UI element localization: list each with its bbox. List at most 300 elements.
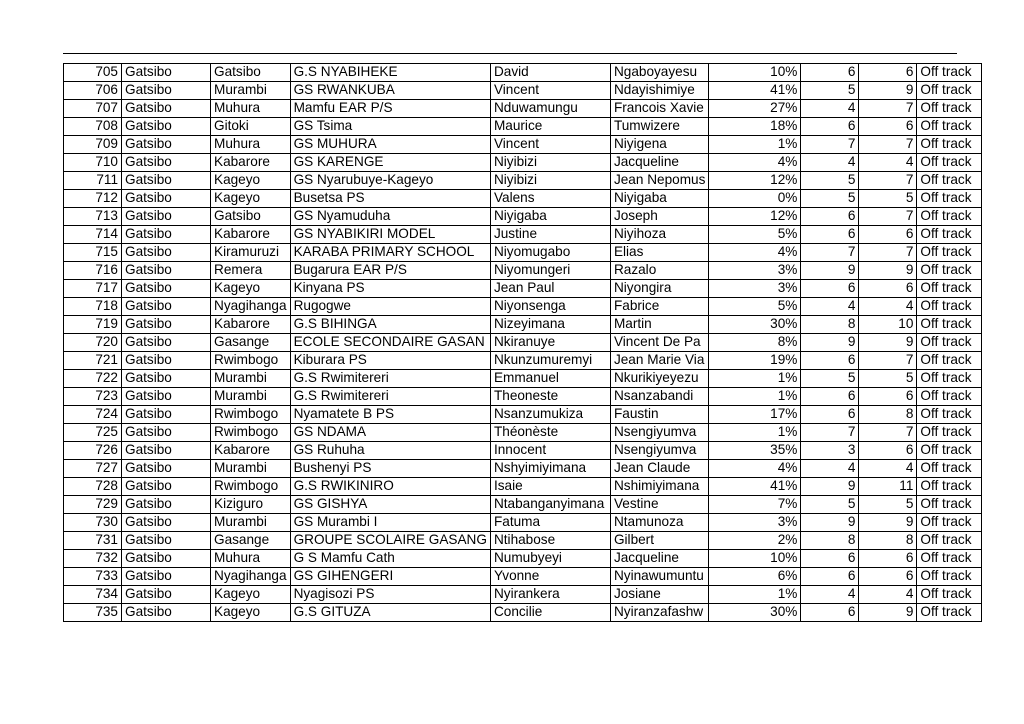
cell-school-name: KARABA PRIMARY SCHOOL (290, 244, 490, 262)
table-row (64, 118, 982, 136)
cell-percent: 5% (709, 298, 801, 316)
cell-school-name: G.S Rwimitereri (290, 388, 490, 406)
cell-status: Off track (917, 82, 982, 100)
cell-first-name: Numubyeyi (490, 550, 610, 568)
cell-value-2: 7 (859, 244, 917, 262)
table-row (64, 442, 982, 460)
cell-school-name: Kiburara PS (290, 352, 490, 370)
cell-value-2: 7 (859, 172, 917, 190)
table-row (64, 478, 982, 496)
table-body (64, 64, 982, 622)
cell-row-number: 730 (64, 514, 122, 532)
table-row (64, 550, 982, 568)
cell-percent: 1% (709, 370, 801, 388)
cut-off-previous-row-border (63, 53, 957, 54)
cell-district: Gatsibo (122, 496, 211, 514)
cell-first-name: Niyibizi (490, 154, 610, 172)
cell-value-1: 9 (801, 514, 859, 532)
cell-district: Gatsibo (122, 586, 211, 604)
cell-district: Gatsibo (122, 388, 211, 406)
cell-percent: 12% (709, 208, 801, 226)
cell-value-1: 6 (801, 604, 859, 622)
cell-district: Gatsibo (122, 100, 211, 118)
cell-status: Off track (917, 316, 982, 334)
cell-school-name: Rugogwe (290, 298, 490, 316)
cell-status: Off track (917, 586, 982, 604)
table-row (64, 172, 982, 190)
cell-value-1: 9 (801, 334, 859, 352)
cell-percent: 19% (709, 352, 801, 370)
cell-sector: Muhura (211, 136, 291, 154)
cell-sector: Murambi (211, 460, 291, 478)
cell-sector: Kageyo (211, 280, 291, 298)
cell-first-name: Jean Paul (490, 280, 610, 298)
cell-last-name: Nsengiyumva (610, 442, 708, 460)
cell-district: Gatsibo (122, 532, 211, 550)
cell-last-name: Jacqueline (610, 550, 708, 568)
cell-row-number: 707 (64, 100, 122, 118)
cell-percent: 1% (709, 424, 801, 442)
table-row (64, 460, 982, 478)
cell-percent: 12% (709, 172, 801, 190)
cell-district: Gatsibo (122, 154, 211, 172)
cell-row-number: 734 (64, 586, 122, 604)
cell-status: Off track (917, 190, 982, 208)
cell-value-1: 7 (801, 136, 859, 154)
cell-last-name: Gilbert (610, 532, 708, 550)
cell-sector: Rwimbogo (211, 406, 291, 424)
cell-value-2: 6 (859, 568, 917, 586)
cell-row-number: 732 (64, 550, 122, 568)
cell-value-2: 8 (859, 532, 917, 550)
cell-value-1: 4 (801, 154, 859, 172)
cell-sector: Murambi (211, 514, 291, 532)
cell-last-name: Francois Xavie (610, 100, 708, 118)
cell-last-name: Jean Claude (610, 460, 708, 478)
cell-last-name: Nshimiyimana (610, 478, 708, 496)
cell-last-name: Josiane (610, 586, 708, 604)
table-row (64, 496, 982, 514)
cell-last-name: Joseph (610, 208, 708, 226)
cell-status: Off track (917, 514, 982, 532)
cell-school-name: GS NYABIKIRI MODEL (290, 226, 490, 244)
cell-sector: Rwimbogo (211, 424, 291, 442)
cell-first-name: Ntihabose (490, 532, 610, 550)
cell-first-name: Justine (490, 226, 610, 244)
cell-last-name: Faustin (610, 406, 708, 424)
cell-value-1: 8 (801, 316, 859, 334)
cell-sector: Muhura (211, 100, 291, 118)
cell-sector: Kageyo (211, 604, 291, 622)
cell-status: Off track (917, 280, 982, 298)
cell-sector: Kageyo (211, 172, 291, 190)
cell-school-name: Busetsa PS (290, 190, 490, 208)
cell-value-1: 4 (801, 100, 859, 118)
cell-value-1: 6 (801, 568, 859, 586)
cell-value-2: 6 (859, 388, 917, 406)
cell-value-1: 6 (801, 64, 859, 82)
cell-value-1: 5 (801, 190, 859, 208)
cell-row-number: 725 (64, 424, 122, 442)
cell-school-name: GS KARENGE (290, 154, 490, 172)
cell-first-name: Nduwamungu (490, 100, 610, 118)
cell-value-1: 6 (801, 406, 859, 424)
cell-first-name: Emmanuel (490, 370, 610, 388)
cell-school-name: G S Mamfu Cath (290, 550, 490, 568)
cell-last-name: Niyigaba (610, 190, 708, 208)
table-row (64, 262, 982, 280)
cell-first-name: Concilie (490, 604, 610, 622)
cell-sector: Gatsibo (211, 208, 291, 226)
cell-percent: 41% (709, 478, 801, 496)
cell-value-1: 9 (801, 262, 859, 280)
table-row (64, 208, 982, 226)
cell-last-name: Niyigena (610, 136, 708, 154)
cell-value-1: 4 (801, 298, 859, 316)
cell-first-name: Ntabanganyimana (490, 496, 610, 514)
table-row (64, 604, 982, 622)
cell-row-number: 718 (64, 298, 122, 316)
cell-first-name: Nsanzumukiza (490, 406, 610, 424)
cell-percent: 10% (709, 550, 801, 568)
cell-sector: Muhura (211, 550, 291, 568)
cell-sector: Kabarore (211, 316, 291, 334)
cell-first-name: Yvonne (490, 568, 610, 586)
cell-district: Gatsibo (122, 442, 211, 460)
cell-row-number: 709 (64, 136, 122, 154)
cell-value-2: 4 (859, 298, 917, 316)
cell-status: Off track (917, 136, 982, 154)
cell-district: Gatsibo (122, 406, 211, 424)
cell-row-number: 723 (64, 388, 122, 406)
cell-value-2: 9 (859, 514, 917, 532)
table-row (64, 136, 982, 154)
cell-row-number: 729 (64, 496, 122, 514)
cell-value-1: 6 (801, 118, 859, 136)
cell-district: Gatsibo (122, 334, 211, 352)
cell-value-2: 5 (859, 190, 917, 208)
cell-value-2: 7 (859, 208, 917, 226)
cell-row-number: 714 (64, 226, 122, 244)
cell-sector: Nyagihanga (211, 568, 291, 586)
table-row (64, 388, 982, 406)
cell-value-1: 6 (801, 208, 859, 226)
cell-sector: Rwimbogo (211, 352, 291, 370)
cell-last-name: Ntamunoza (610, 514, 708, 532)
cell-value-1: 5 (801, 370, 859, 388)
cell-school-name: G.S BIHINGA (290, 316, 490, 334)
cell-district: Gatsibo (122, 370, 211, 388)
cell-value-2: 6 (859, 118, 917, 136)
cell-last-name: Fabrice (610, 298, 708, 316)
table-row (64, 370, 982, 388)
cell-first-name: Nkiranuye (490, 334, 610, 352)
cell-value-2: 9 (859, 334, 917, 352)
cell-value-2: 4 (859, 154, 917, 172)
cell-first-name: Maurice (490, 118, 610, 136)
cell-district: Gatsibo (122, 226, 211, 244)
cell-row-number: 733 (64, 568, 122, 586)
cell-sector: Kabarore (211, 442, 291, 460)
cell-percent: 3% (709, 280, 801, 298)
cell-district: Gatsibo (122, 514, 211, 532)
cell-percent: 4% (709, 244, 801, 262)
cell-school-name: GS Murambi I (290, 514, 490, 532)
table-row (64, 280, 982, 298)
cell-row-number: 712 (64, 190, 122, 208)
cell-status: Off track (917, 244, 982, 262)
cell-status: Off track (917, 604, 982, 622)
cell-school-name: Bushenyi PS (290, 460, 490, 478)
cell-sector: Kageyo (211, 586, 291, 604)
cell-value-1: 8 (801, 532, 859, 550)
cell-school-name: GS Ruhuha (290, 442, 490, 460)
cell-district: Gatsibo (122, 136, 211, 154)
cell-value-2: 7 (859, 100, 917, 118)
cell-value-1: 6 (801, 280, 859, 298)
cell-last-name: Nkurikiyeyezu (610, 370, 708, 388)
cell-value-1: 6 (801, 352, 859, 370)
table-row (64, 334, 982, 352)
table-row (64, 154, 982, 172)
cell-last-name: Martin (610, 316, 708, 334)
cell-last-name: Nyinawumuntu (610, 568, 708, 586)
cell-district: Gatsibo (122, 208, 211, 226)
table-row (64, 352, 982, 370)
cell-value-2: 9 (859, 82, 917, 100)
cell-school-name: G.S NYABIHEKE (290, 64, 490, 82)
cell-row-number: 717 (64, 280, 122, 298)
cell-last-name: Jean Marie Via (610, 352, 708, 370)
cell-district: Gatsibo (122, 424, 211, 442)
cell-percent: 2% (709, 532, 801, 550)
table-row (64, 586, 982, 604)
cell-status: Off track (917, 460, 982, 478)
cell-school-name: GS MUHURA (290, 136, 490, 154)
cell-percent: 4% (709, 154, 801, 172)
cell-first-name: Isaie (490, 478, 610, 496)
cell-value-2: 6 (859, 226, 917, 244)
cell-value-2: 7 (859, 136, 917, 154)
cell-row-number: 726 (64, 442, 122, 460)
cell-school-name: GROUPE SCOLAIRE GASANG (290, 532, 490, 550)
cell-status: Off track (917, 478, 982, 496)
cell-school-name: G.S RWIKINIRO (290, 478, 490, 496)
cell-status: Off track (917, 424, 982, 442)
table-row (64, 64, 982, 82)
cell-first-name: Vincent (490, 82, 610, 100)
cell-status: Off track (917, 100, 982, 118)
cell-district: Gatsibo (122, 316, 211, 334)
cell-status: Off track (917, 118, 982, 136)
cell-sector: Remera (211, 262, 291, 280)
cell-percent: 5% (709, 226, 801, 244)
table-row (64, 406, 982, 424)
cell-last-name: Jacqueline (610, 154, 708, 172)
cell-percent: 18% (709, 118, 801, 136)
cell-value-1: 5 (801, 82, 859, 100)
cell-first-name: Théonèste (490, 424, 610, 442)
cell-district: Gatsibo (122, 298, 211, 316)
cell-sector: Murambi (211, 388, 291, 406)
cell-first-name: Niyomugabo (490, 244, 610, 262)
cell-district: Gatsibo (122, 460, 211, 478)
cell-row-number: 722 (64, 370, 122, 388)
cell-value-2: 6 (859, 442, 917, 460)
cell-first-name: Niyonsenga (490, 298, 610, 316)
cell-sector: Nyagihanga (211, 298, 291, 316)
cell-row-number: 727 (64, 460, 122, 478)
cell-row-number: 719 (64, 316, 122, 334)
table-row (64, 244, 982, 262)
cell-school-name: GS NDAMA (290, 424, 490, 442)
cell-school-name: G.S GITUZA (290, 604, 490, 622)
table-row (64, 514, 982, 532)
cell-percent: 30% (709, 316, 801, 334)
cell-district: Gatsibo (122, 172, 211, 190)
cell-last-name: Tumwizere (610, 118, 708, 136)
cell-school-name: ECOLE SECONDAIRE GASAN (290, 334, 490, 352)
cell-value-1: 6 (801, 226, 859, 244)
cell-percent: 3% (709, 262, 801, 280)
cell-percent: 30% (709, 604, 801, 622)
cell-value-1: 9 (801, 478, 859, 496)
cell-value-2: 5 (859, 496, 917, 514)
cell-last-name: Niyongira (610, 280, 708, 298)
cell-value-2: 4 (859, 586, 917, 604)
cell-school-name: Mamfu EAR P/S (290, 100, 490, 118)
cell-status: Off track (917, 208, 982, 226)
cell-value-1: 3 (801, 442, 859, 460)
cell-percent: 6% (709, 568, 801, 586)
cell-row-number: 724 (64, 406, 122, 424)
cell-sector: Murambi (211, 370, 291, 388)
cell-sector: Kageyo (211, 190, 291, 208)
cell-value-2: 5 (859, 370, 917, 388)
cell-percent: 17% (709, 406, 801, 424)
table-row (64, 424, 982, 442)
cell-value-1: 5 (801, 496, 859, 514)
cell-percent: 1% (709, 586, 801, 604)
cell-status: Off track (917, 568, 982, 586)
cell-status: Off track (917, 262, 982, 280)
cell-sector: Kiziguro (211, 496, 291, 514)
cell-district: Gatsibo (122, 568, 211, 586)
cell-value-2: 6 (859, 550, 917, 568)
cell-row-number: 721 (64, 352, 122, 370)
cell-status: Off track (917, 442, 982, 460)
cell-last-name: Ndayishimiye (610, 82, 708, 100)
cell-school-name: Nyamatete B PS (290, 406, 490, 424)
cell-percent: 3% (709, 514, 801, 532)
cell-percent: 35% (709, 442, 801, 460)
school-progress-table (63, 63, 982, 622)
cell-district: Gatsibo (122, 64, 211, 82)
cell-sector: Kabarore (211, 226, 291, 244)
cell-first-name: Theoneste (490, 388, 610, 406)
table-row (64, 190, 982, 208)
cell-percent: 10% (709, 64, 801, 82)
cell-school-name: GS Nyarubuye-Kageyo (290, 172, 490, 190)
cell-last-name: Vestine (610, 496, 708, 514)
cell-row-number: 720 (64, 334, 122, 352)
cell-row-number: 711 (64, 172, 122, 190)
cell-first-name: Fatuma (490, 514, 610, 532)
cell-value-1: 4 (801, 586, 859, 604)
table-row (64, 82, 982, 100)
cell-percent: 7% (709, 496, 801, 514)
cell-value-1: 4 (801, 460, 859, 478)
cell-row-number: 731 (64, 532, 122, 550)
cell-value-1: 6 (801, 388, 859, 406)
cell-district: Gatsibo (122, 478, 211, 496)
cell-row-number: 735 (64, 604, 122, 622)
cell-sector: Gasange (211, 532, 291, 550)
cell-district: Gatsibo (122, 244, 211, 262)
table-row (64, 568, 982, 586)
cell-district: Gatsibo (122, 604, 211, 622)
cell-first-name: Nkunzumuremyi (490, 352, 610, 370)
cell-last-name: Ngaboyayesu (610, 64, 708, 82)
cell-school-name: GS Tsima (290, 118, 490, 136)
cell-row-number: 706 (64, 82, 122, 100)
cell-value-2: 8 (859, 406, 917, 424)
cell-district: Gatsibo (122, 352, 211, 370)
cell-value-1: 6 (801, 550, 859, 568)
cell-last-name: Jean Nepomus (610, 172, 708, 190)
cell-district: Gatsibo (122, 118, 211, 136)
cell-row-number: 708 (64, 118, 122, 136)
cell-status: Off track (917, 64, 982, 82)
cell-first-name: Niyibizi (490, 172, 610, 190)
table-row (64, 100, 982, 118)
cell-status: Off track (917, 154, 982, 172)
cell-value-2: 10 (859, 316, 917, 334)
cell-school-name: Nyagisozi PS (290, 586, 490, 604)
cell-percent: 27% (709, 100, 801, 118)
cell-value-2: 11 (859, 478, 917, 496)
cell-sector: Rwimbogo (211, 478, 291, 496)
cell-status: Off track (917, 550, 982, 568)
table-row (64, 226, 982, 244)
cell-value-2: 9 (859, 262, 917, 280)
cell-first-name: Valens (490, 190, 610, 208)
cell-school-name: GS RWANKUBA (290, 82, 490, 100)
cell-district: Gatsibo (122, 262, 211, 280)
cell-last-name: Niyihoza (610, 226, 708, 244)
cell-status: Off track (917, 370, 982, 388)
cell-last-name: Nyiranzafashw (610, 604, 708, 622)
cell-status: Off track (917, 388, 982, 406)
cell-value-2: 6 (859, 64, 917, 82)
cell-last-name: Vincent De Pa (610, 334, 708, 352)
cell-first-name: Nyirankera (490, 586, 610, 604)
table-row (64, 532, 982, 550)
cell-percent: 4% (709, 460, 801, 478)
table-row (64, 316, 982, 334)
cell-school-name: Bugarura EAR P/S (290, 262, 490, 280)
cell-first-name: Nizeyimana (490, 316, 610, 334)
cell-school-name: GS GISHYA (290, 496, 490, 514)
cell-last-name: Razalo (610, 262, 708, 280)
cell-sector: Kabarore (211, 154, 291, 172)
cell-percent: 1% (709, 388, 801, 406)
cell-school-name: Kinyana PS (290, 280, 490, 298)
cell-value-1: 7 (801, 244, 859, 262)
cell-percent: 8% (709, 334, 801, 352)
cell-status: Off track (917, 352, 982, 370)
cell-last-name: Elias (610, 244, 708, 262)
